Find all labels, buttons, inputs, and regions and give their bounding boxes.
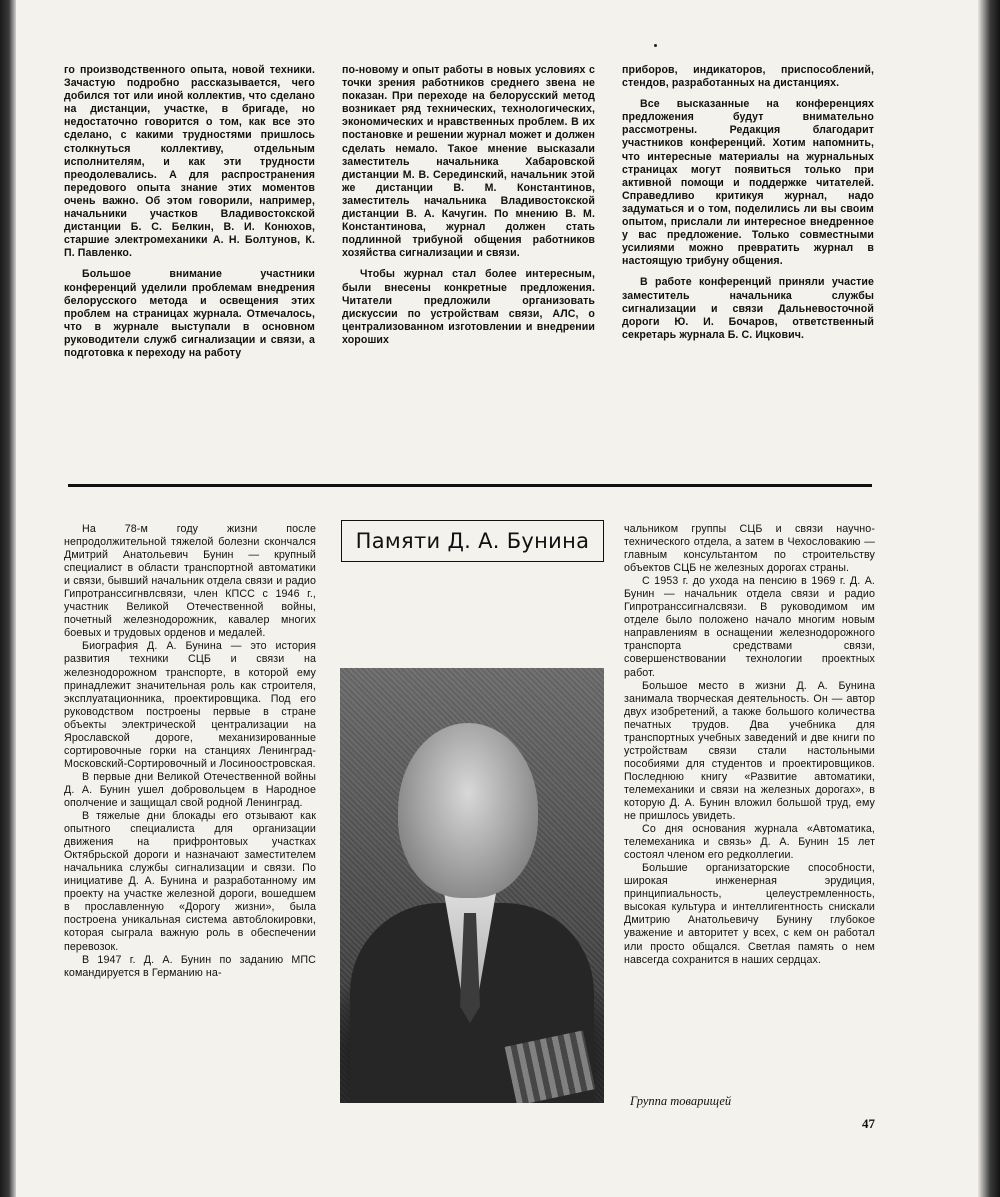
paragraph: На 78-м году жизни после непродолжительной тяжелой болезни скончался Дмитрий Анатольевич Бунин — крупный специалист в области транспортной автоматики и связи, бывший начальник отдела связи и радио Гипротранссигнвлсвязи, член КПСС с 1946 г., участник Великой Отечественной войны, почетный железнодорожник, кавалер многих боевых и трудовых орденов и медалей. bbox=[64, 523, 316, 640]
paragraph: Со дня основания журнала «Автоматика, телемеханика и связь» Д. А. Бунин 15 лет состоял членом его редколлегии. bbox=[624, 823, 875, 862]
article-column-3 bbox=[622, 64, 874, 342]
obituary-column-1 bbox=[64, 523, 316, 980]
paragraph: по-новому и опыт работы в новых условиях с точки зрения работников среднего звена не показан. При переходе на белорусский метод возникает ряд технических, технологических, экономических и нравственных проблем. В их постановке и решении журнал может и должен сделать немало. Такое мнение высказали заместитель начальника Хабаровской дистанции М. В. Серединский, начальник этой же дистанции В. М. Константинов, заместитель начальника Владивостокской дистанции В. А. Качугин. По мнению В. М. Константинова, журнал должен стать подлинной трибуной общения работников хозяйства сигнализации и связи. bbox=[342, 64, 595, 260]
obituary-column-3 bbox=[624, 523, 875, 967]
paragraph: го производственного опыта, новой техники. Зачастую подробно рассказывается, чего добился тот или иной коллектив, что сделано на дистанции, участке, в бригаде, но недостаточно говорится о том, как все это сделано, с какими трудностями пришлось столкнуться коллективу, отдельным исполнителям, и как эти трудности преодолевались. А для распространения передового опыта знание этих моментов очень важно. Об этом говорили, например, начальники участков Владивостокской дистанции Б. С. Белкин, В. И. Конюхов, старшие электромеханики А. Н. Болтунов, К. П. Павленко. bbox=[64, 64, 315, 260]
article-column-1 bbox=[64, 64, 315, 360]
paragraph: чальником группы СЦБ и связи научно-технического отдела, а затем в Чехословакию — главным консультантом по строительству объектов СЦБ не железных дорогах страны. bbox=[624, 523, 875, 575]
section-divider bbox=[68, 484, 872, 487]
paragraph: В первые дни Великой Отечественной войны Д. А. Бунин ушел добровольцем в Народное ополчение и защищал свой родной Ленинград. bbox=[64, 770, 316, 809]
obituary-signature: Группа товарищей bbox=[630, 1094, 732, 1108]
portrait-head bbox=[398, 723, 538, 898]
paragraph: В 1947 г. Д. А. Бунин по заданию МПС командируется в Германию на- bbox=[64, 953, 316, 979]
page-number: 47 bbox=[862, 1116, 875, 1131]
portrait-photo bbox=[340, 668, 604, 1103]
page-binding-edge bbox=[0, 0, 16, 1197]
paragraph: приборов, индикаторов, приспособлений, стендов, разработанных на дистанциях. bbox=[622, 64, 874, 90]
paragraph: Большое внимание участники конференций уделили проблемам внедрения белорусского метода и освещения этих проблем на страницах журнала. Отмечалось, что в журнале выступали в основном руководители служб сигнализации и связи, а подготовка к переходу на работу bbox=[64, 268, 315, 359]
page-right-shadow bbox=[978, 0, 1000, 1197]
print-speck bbox=[654, 44, 657, 47]
paragraph: Большие организаторские способности, широкая инженерная эрудиция, принципиальность, целеустремленность, высокая культура и интеллигентность снискали Дмитрию Анатольевичу Бунину глубокое уважение и авторитет у всех, с кем он работал или просто общался. Светлая память о нем навсегда сохранится в наших сердцах. bbox=[624, 862, 875, 966]
paragraph: Биография Д. А. Бунина — это история развития техники СЦБ и связи на железнодорожном транспорте, в которой ему принадлежит значительная роль как строителя, эксплуатационника, проектировщика. Под его руководством построены первые в стране объекты электрической централизации на Ярославской дороге, механизированные сортировочные горки на станциях Ленинград-Московский-Сортировочный и Лосиноостровская. bbox=[64, 640, 316, 770]
obituary-title: Памяти Д. А. Бунина bbox=[341, 520, 604, 562]
paragraph: Чтобы журнал стал более интересным, были внесены конкретные предложения. Читатели предложили организовать дискуссии по устройствам связи, АЛС, о централизованном изготовлении и внедрении хороших bbox=[342, 268, 595, 346]
paragraph: В работе конференций приняли участие заместитель начальника службы сигнализации и связи Дальневосточной дороги Ю. И. Бочаров, ответственный секретарь журнала Б. С. Ицкович. bbox=[622, 276, 874, 341]
paragraph: В тяжелые дни блокады его отзывают как опытного специалиста для организации движения на прифронтовых участках Октябрьской дороги и назначают заместителем начальника службы сигнализации и связи. По инициативе Д. А. Бунина и разработанному им проекту на участке железной дороги, вошедшем в прославленную «Дорогу жизни», была построена уникальная система автоблокировки, которая сыграла важную роль в обеспечении перевозок. bbox=[64, 810, 316, 953]
paragraph: С 1953 г. до ухода на пенсию в 1969 г. Д. А. Бунин — начальник отдела связи и радио Гипротранссигналсвязи. В руководимом им отделе было положено начало многим новым направлениям в оснащении железнодорожного транспорта средствами связи, совершенствовании технологии проектных работ. bbox=[624, 575, 875, 679]
article-column-2 bbox=[342, 64, 595, 347]
paragraph: Все высказанные на конференциях предложения будут внимательно рассмотрены. Редакция благодарит участников конференций. Хотим напомнить, что интересные материалы на журнальных страницах могут появиться только при активной помощи и поддержке читателей. Справедливо критикуя журнал, надо задуматься и о том, поделились ли вы своим опытом, прислали ли интересное внедренное у вас предложение. Только совместными усилиями можно превратить журнал в настоящую трибуну общения. bbox=[622, 98, 874, 268]
paragraph: Большое место в жизни Д. А. Бунина занимала творческая деятельность. Он — автор двух изобретений, а также большого количества печатных трудов. Два учебника для транспортных учебных заведений и две книги по устройствам связи стали настольными пособиями для студентов и проектировщиков. Последнюю книгу «Развитие автоматики, телемеханики и связи на железных дорогах», в которую Д. А. Бунин вложил большой труд, ему не пришлось увидеть. bbox=[624, 679, 875, 823]
